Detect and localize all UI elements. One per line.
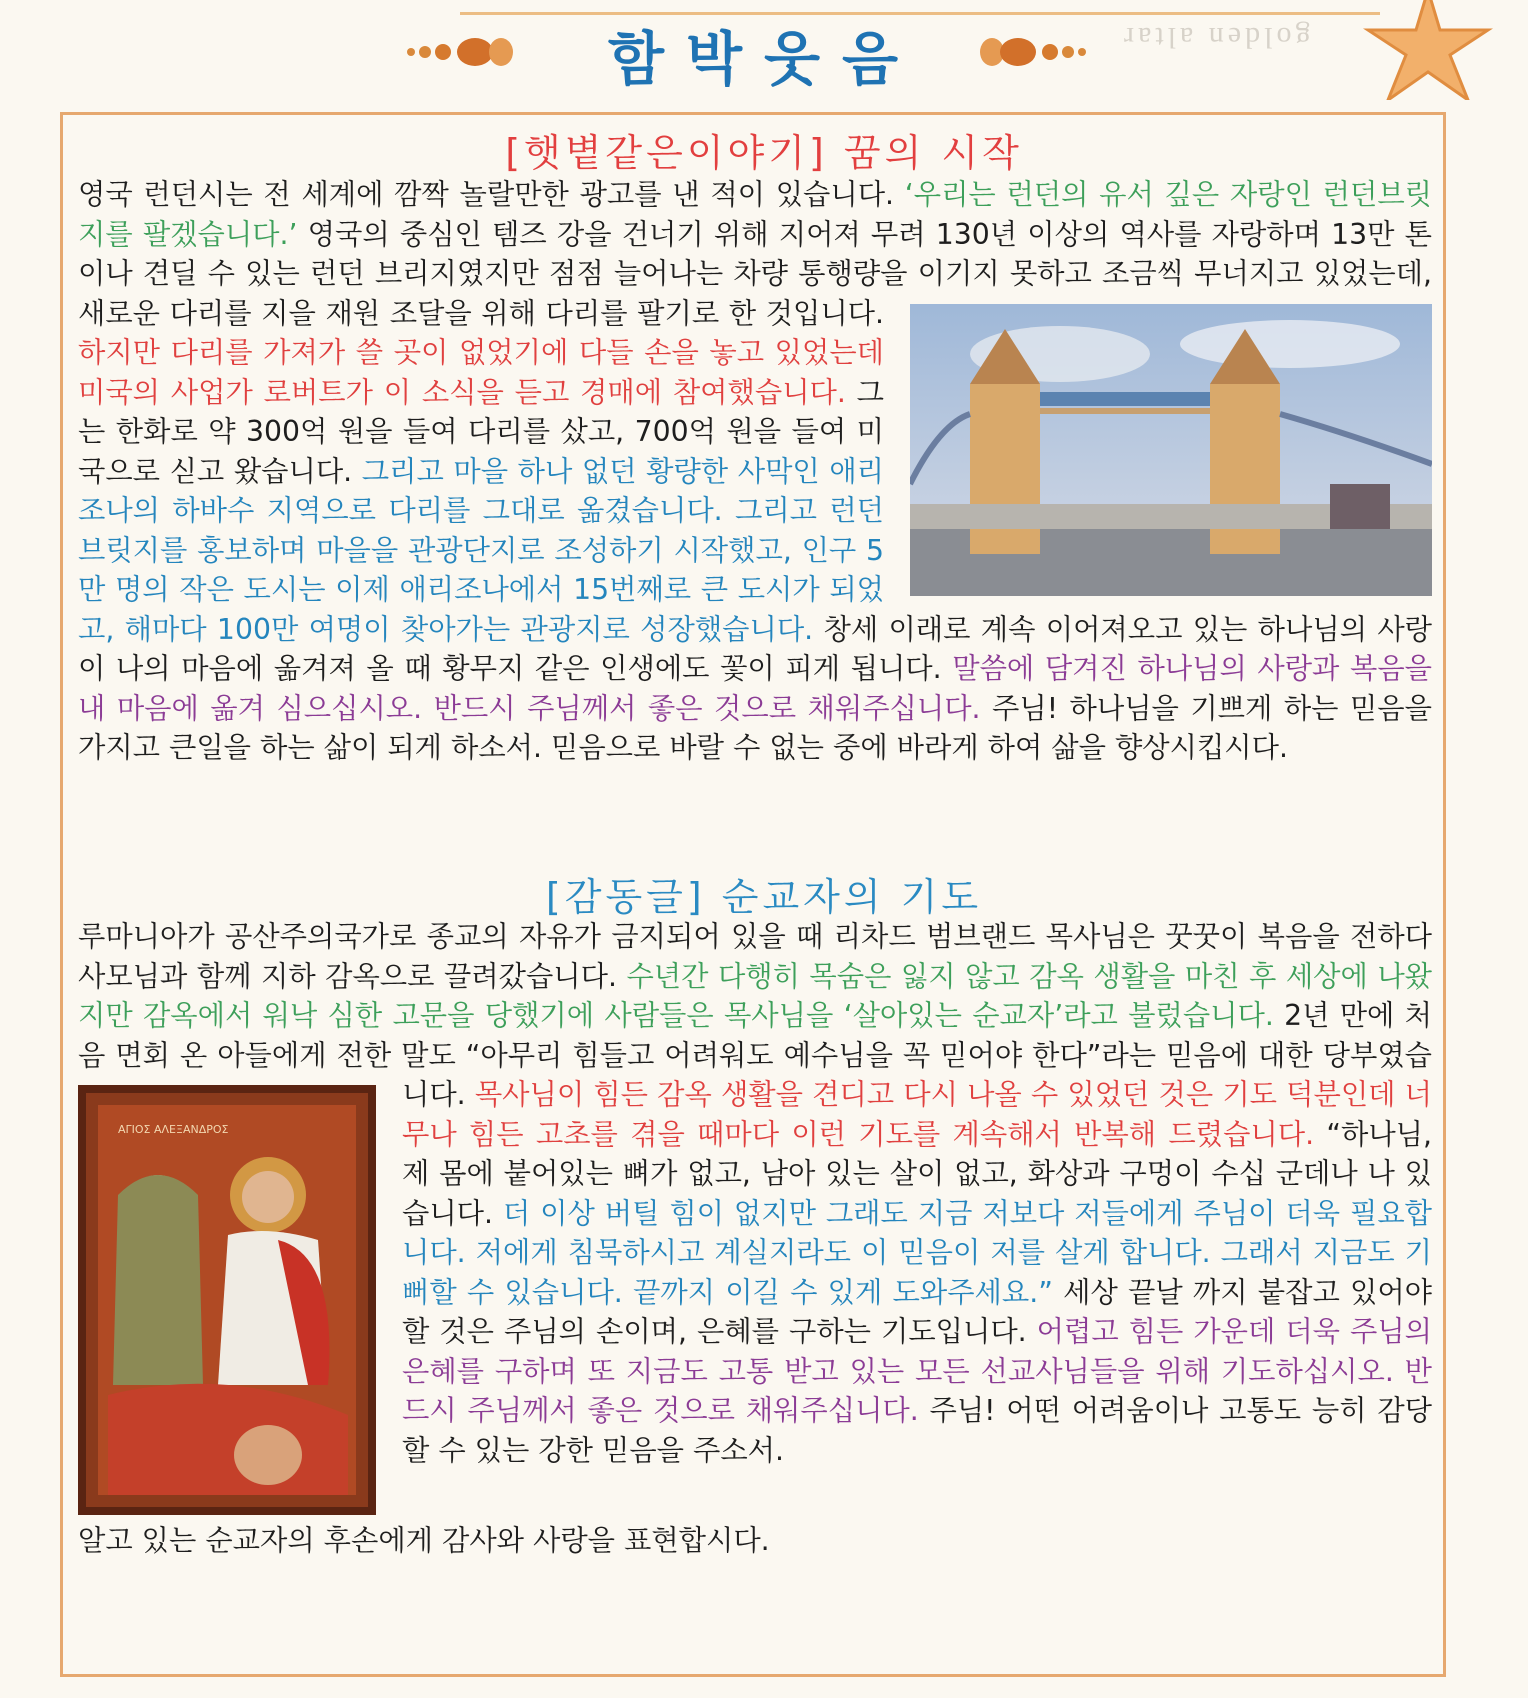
text-run: 더 이상 버틸 힘이 없지만 그래도 지금 저보다 저들에게 주님이 더욱 필요합니다. 저에게 침묵하시고 계실지라도 이 믿음이 저를 살게 합니다. 그래서 지금도 기뻐할 수 있습니다. 끝까지 이길 수 있게 도와주세요.”	[402, 1196, 1432, 1309]
text-run: 영국의 중심인 템즈 강을 건너기 위해 지어져 무려 130년 이상의 역사를 자랑하며 13만 톤이나 견딜 수 있는 런던 브리지였지만 점점 늘어나는 차량 통행량을 이기지 못하고 조금씩 무너지고 있었는데, 새로운 다리를 지을 재원 조달을 위해 다리를 팔기로 한 것입니다.	[78, 217, 1432, 330]
text-run: ‘우리는 런던의 유서 깊은 자랑인 런던브릿지를 팔겠습니다.’	[78, 178, 1432, 251]
star-icon	[1358, 0, 1508, 100]
section2-body	[78, 917, 1432, 1561]
text-run: 영국 런던시는 전 세계에 깜짝 놀랄만한 광고를 낸 적이 있습니다.	[78, 178, 905, 211]
text-run: 창세 이래로 계속 이어져오고 있는 하나님의 사랑이 나의 마음에 옮겨져 올 때 황무지 같은 인생에도 꽃이 피게 됩니다.	[78, 612, 1432, 685]
text-run: 그리고 마을 하나 없던 황량한 사막인 애리조나의 하바수 지역으로 다리를 그대로 옮겼습니다. 그리고 런던브릿지를 홍보하며 마을을 관광단지로 조성하기 시작했고, 인구 5만 명의 작은 도시는 이제 애리조나에서 15번째로 큰 도시가 되었고, 해마다 100만 여명이 찾아가는 관광지로 성장했습니다.	[78, 454, 884, 646]
text-run: 목사님이 힘든 감옥 생활을 견디고 다시 나올 수 있었던 것은 기도 덕분인데 너무나 힘든 고초를 겪을 때마다 이런 기도를 계속해서 반복해 드렸습니다.	[402, 1078, 1432, 1151]
section2-title: [감동글] 순교자의 기도	[545, 875, 983, 919]
ghost-text: golden altar	[1120, 21, 1311, 54]
page-title: 함박웃음	[607, 25, 921, 93]
text-run: 어렵고 힘든 가운데 더욱 주님의 은혜를 구하며 또 지금도 고통 받고 있는 모든 선교사님들을 위해 기도하십시오. 반드시 주님께서 좋은 것으로 채워주십니다.	[402, 1315, 1432, 1427]
martyr-icon-image	[78, 1085, 376, 1515]
text-run: 말씀에 담겨진 하나님의 사랑과 복음을 내 마음에 옮겨 심으십시오. 반드시 주님께서 좋은 것으로 채워주십니다.	[78, 652, 1432, 725]
text-run: 루마니아가 공산주의국가로 종교의 자유가 금지되어 있을 때 리차드 범브랜드 목사님은 꿋꿋이 복음을 전하다 사모님과 함께 지하 감옥으로 끌려갔습니다.	[78, 920, 1432, 993]
text-run: 그는 한화로 약 300억 원을 들여 다리를 샀고, 700억 원을 들여 미국으로 싣고 왔습니다.	[78, 375, 884, 488]
text-run: 2년 만에 처음 면회 온 아들에게 전한 말도 “아무리 힘들고 어려워도 예수님을 꼭 믿어야 한다”라는 믿음에 대한 당부였습니다.	[78, 999, 1433, 1111]
icon-caption: ΑΓΙΟΣ ΑΛΕΞΑΝΔΡΟΣ	[118, 1123, 229, 1136]
decorative-dots-right	[978, 30, 1088, 74]
text-run: 세상 끝날 까지 붙잡고 있어야 할 것은 주님의 손이며, 은혜를 구하는 기도입니다.	[402, 1275, 1433, 1348]
tower-bridge-image	[910, 304, 1432, 596]
text-run: 주님! 하나님을 기쁘게 하는 믿음을 가지고 큰일을 하는 삶이 되게 하소서. 믿음으로 바랄 수 없는 중에 바라게 하여 삶을 향상시킵시다.	[78, 691, 1432, 764]
text-run: 주님! 어떤 어려움이나 고통도 능히 감당할 수 있는 강한 믿음을 주소서.	[402, 1394, 1432, 1467]
text-run: 수년간 다행히 목숨은 잃지 않고 감옥 생활을 마친 후 세상에 나왔지만 감옥에서 워낙 심한 고문을 당했기에 사람들은 목사님을 ‘살아있는 순교자’라고 불렀습니다.	[78, 959, 1433, 1032]
section1-title: [햇볕같은이야기] 꿈의 시작	[505, 131, 1023, 175]
text-run: 하지만 다리를 가져가 쓸 곳이 없었기에 다들 손을 놓고 있었는데 미국의 사업가 로버트가 이 소식을 듣고 경매에 참여했습니다.	[78, 336, 884, 409]
text-run: “하나님, 제 몸에 붙어있는 뼈가 없고, 남아 있는 살이 없고, 화상과 구멍이 수십 군데나 나 있습니다.	[402, 1117, 1432, 1230]
closing-line: 알고 있는 순교자의 후손에게 감사와 사랑을 표현합시다.	[78, 1524, 770, 1557]
section1-body	[78, 175, 1432, 768]
